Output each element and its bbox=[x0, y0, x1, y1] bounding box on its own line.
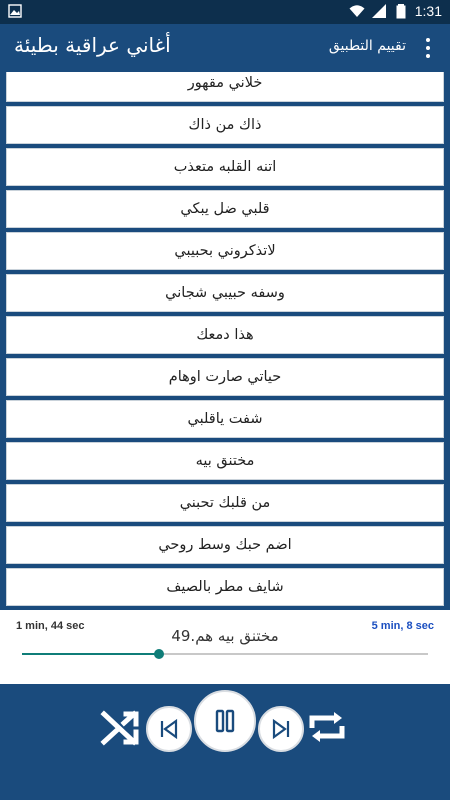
song-title: مختنق بيه bbox=[195, 453, 255, 469]
song-title: اتنه القلبه متعذب bbox=[173, 159, 277, 175]
app-title: أغاني عراقية بطيئة bbox=[14, 33, 171, 57]
playback-controls bbox=[0, 684, 450, 800]
song-list-item[interactable] bbox=[6, 484, 444, 522]
song-list bbox=[6, 72, 444, 610]
song-list-item[interactable] bbox=[6, 72, 444, 102]
skip-previous-icon[interactable] bbox=[146, 706, 192, 752]
song-list-item[interactable] bbox=[6, 400, 444, 438]
seek-bar[interactable] bbox=[22, 653, 428, 655]
seek-progress bbox=[22, 653, 159, 655]
song-list-item[interactable] bbox=[6, 526, 444, 564]
battery-icon bbox=[393, 3, 409, 19]
player-panel bbox=[0, 610, 450, 684]
song-list-item[interactable] bbox=[6, 274, 444, 312]
song-title: وسفه حبيبي شجاني bbox=[165, 285, 285, 301]
rate-app-button[interactable]: تقييم التطبيق bbox=[328, 38, 406, 54]
song-list-item[interactable] bbox=[6, 358, 444, 396]
elapsed-time: 1 min, 44 sec bbox=[16, 620, 85, 632]
song-list-item[interactable] bbox=[6, 148, 444, 186]
wifi-icon bbox=[349, 3, 365, 19]
song-title: هذا دمعك bbox=[196, 327, 254, 343]
signal-icon bbox=[371, 3, 387, 19]
song-title: اضم حبك وسط روحي bbox=[158, 537, 292, 553]
song-list-item[interactable] bbox=[6, 106, 444, 144]
status-time: 1:31 bbox=[414, 3, 442, 19]
image-icon bbox=[8, 4, 22, 18]
song-list-item[interactable] bbox=[6, 190, 444, 228]
song-title: حياتي صارت اوهام bbox=[168, 369, 282, 385]
song-title: قلبي ضل يبكي bbox=[180, 201, 270, 217]
song-title: شفت ياقلبي bbox=[187, 411, 263, 427]
overflow-menu-icon[interactable] bbox=[416, 34, 440, 62]
seek-thumb[interactable] bbox=[154, 649, 164, 659]
total-time: 5 min, 8 sec bbox=[371, 620, 434, 632]
song-title: من قلبك تحبني bbox=[179, 495, 271, 511]
status-bar bbox=[0, 0, 450, 24]
song-list-item[interactable] bbox=[6, 316, 444, 354]
pause-icon[interactable] bbox=[194, 690, 256, 752]
song-list-item[interactable] bbox=[6, 568, 444, 606]
song-title: لاتذكروني بحبيبي bbox=[174, 243, 276, 259]
repeat-icon[interactable] bbox=[302, 702, 352, 752]
song-title: ذاك من ذاك bbox=[188, 117, 262, 133]
shuffle-icon[interactable] bbox=[96, 702, 146, 752]
app-bar bbox=[0, 24, 450, 72]
song-list-item[interactable] bbox=[6, 232, 444, 270]
song-title: خلاني مقهور bbox=[187, 75, 263, 91]
song-list-item[interactable] bbox=[6, 442, 444, 480]
song-list-container[interactable] bbox=[0, 72, 450, 610]
now-playing-title: 49.مختنق بيه هم bbox=[171, 627, 279, 645]
song-title: شايف مطر بالصيف bbox=[166, 579, 284, 595]
skip-next-icon[interactable] bbox=[258, 706, 304, 752]
